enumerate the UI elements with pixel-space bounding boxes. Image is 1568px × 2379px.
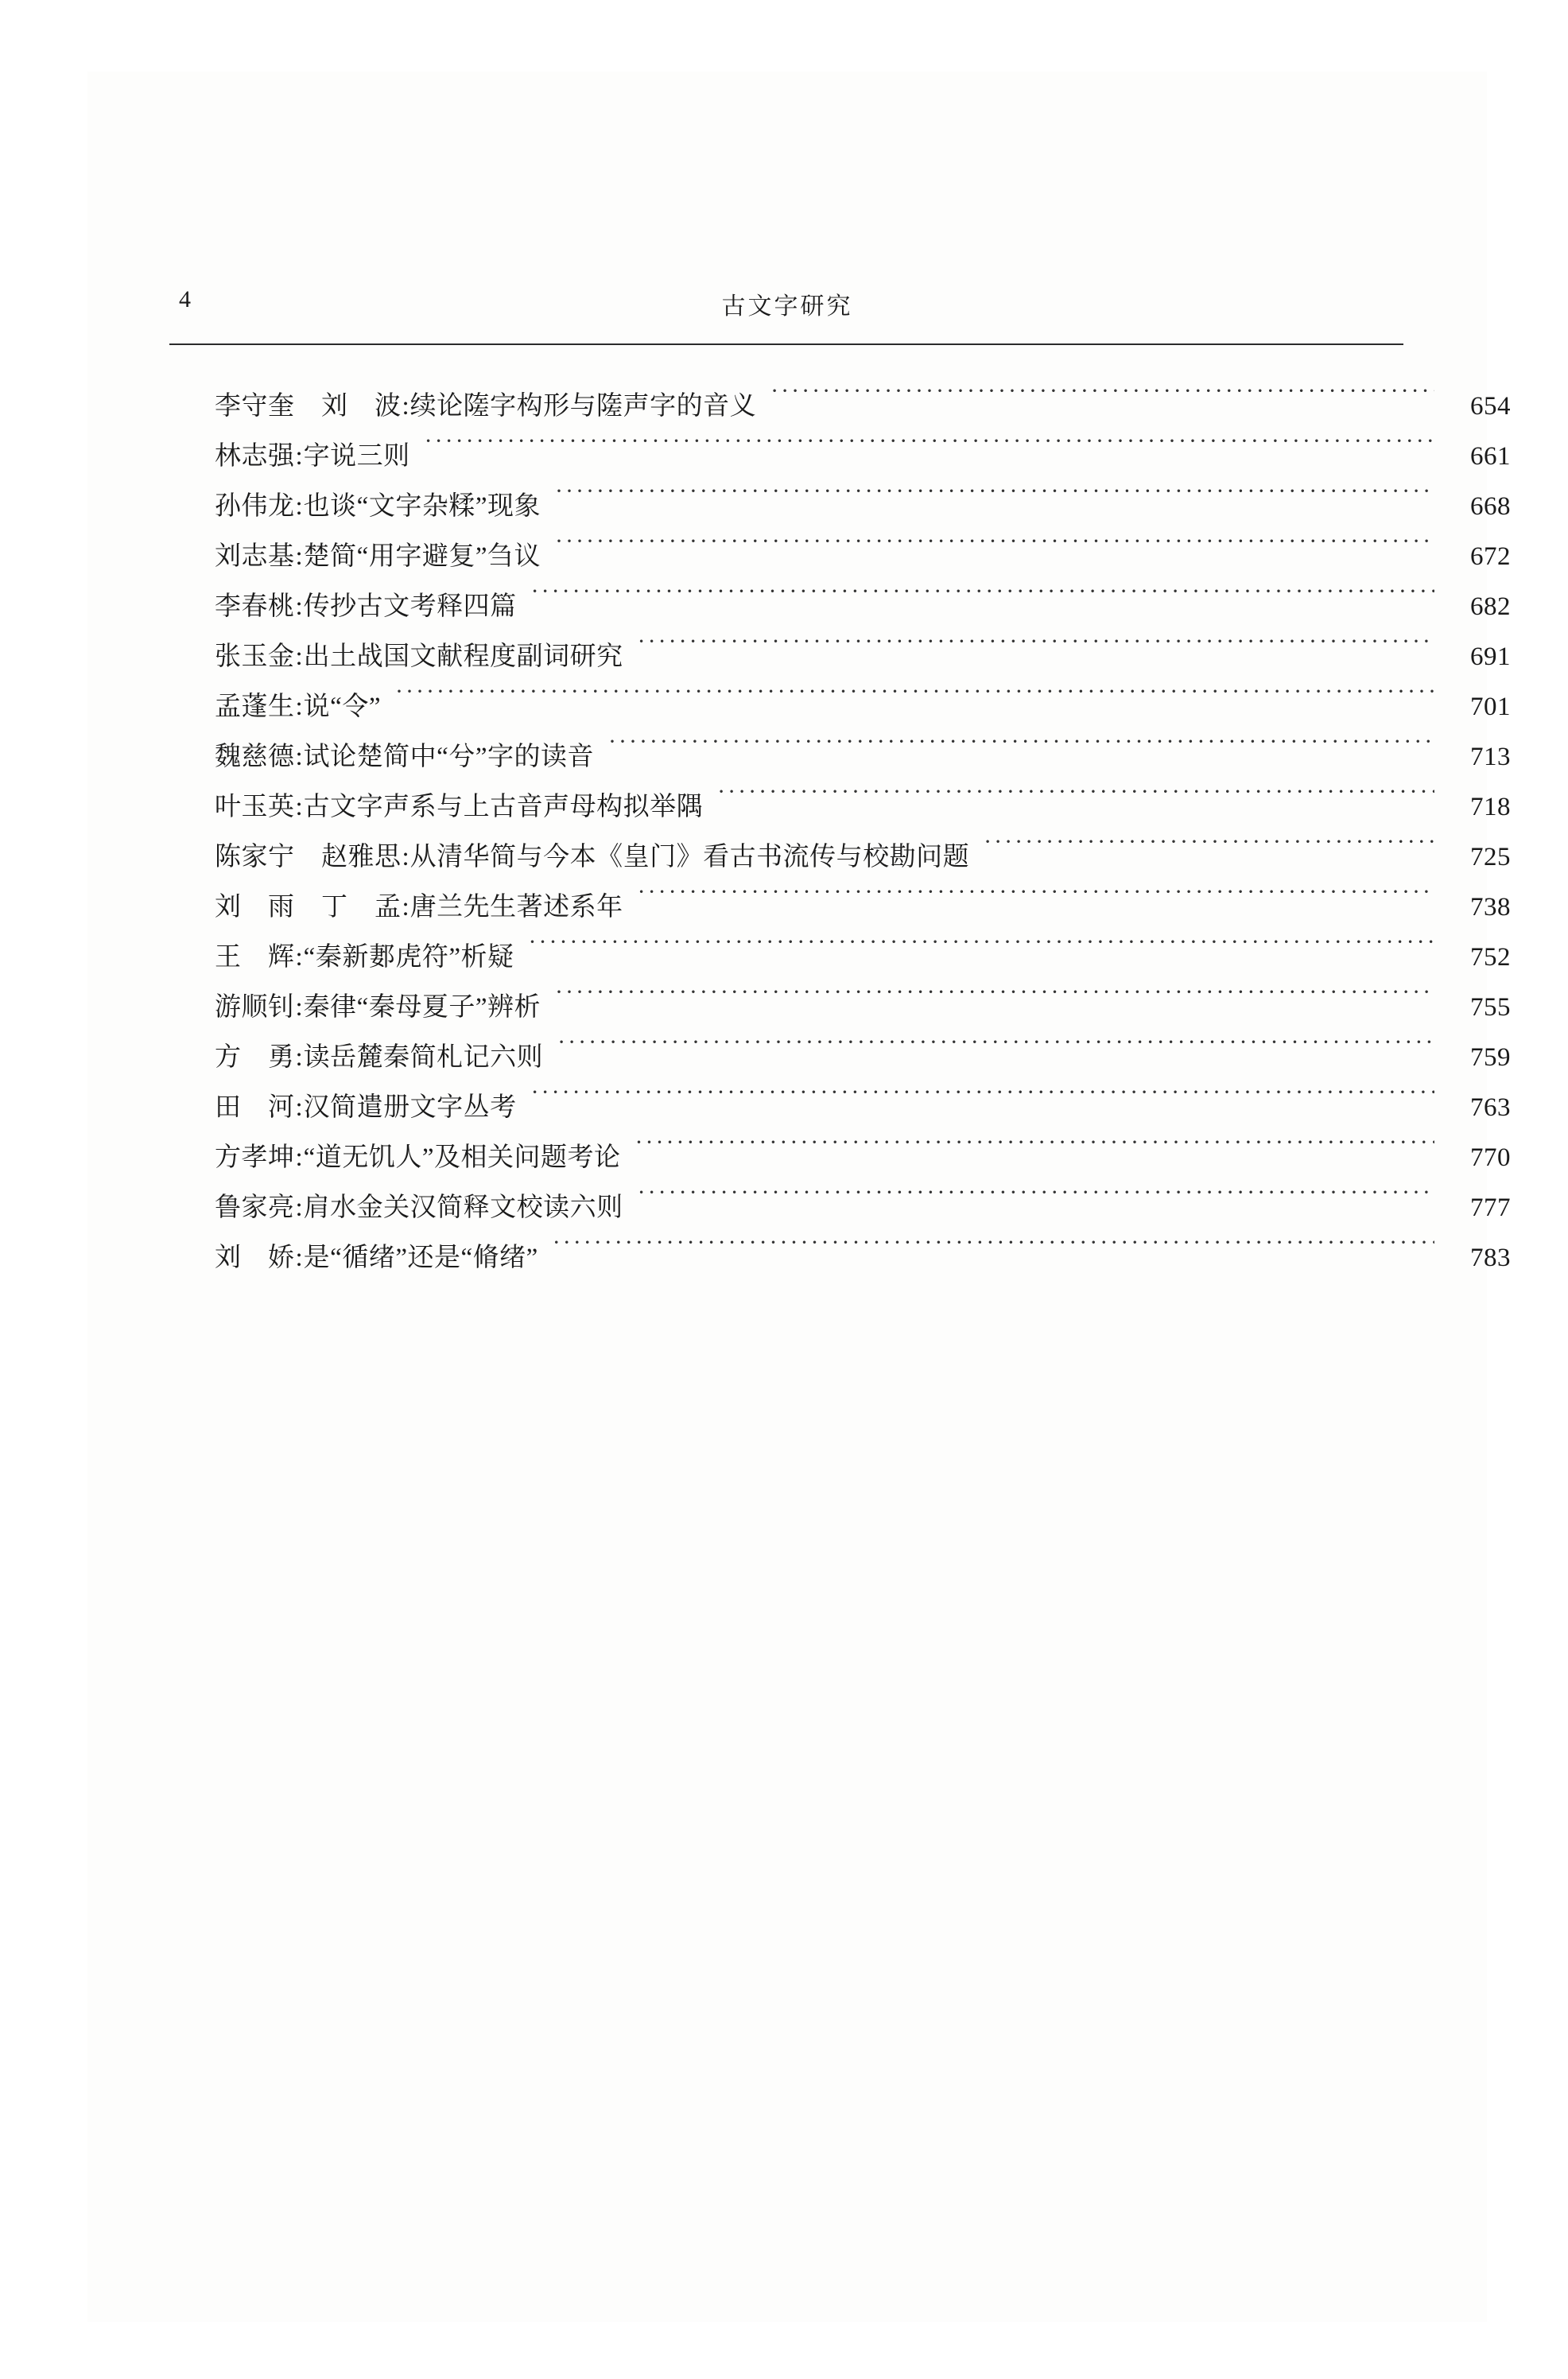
toc-entry[interactable]	[215, 1033, 1511, 1083]
toc-entry-separator: :	[295, 542, 303, 571]
toc-entry-page: 668	[1470, 492, 1511, 521]
toc-entry-page: 783	[1470, 1244, 1511, 1272]
toc-leader-dots	[555, 990, 1434, 1015]
toc-entry[interactable]	[215, 782, 1511, 832]
toc-leader-dots	[608, 739, 1434, 765]
toc-leader-dots	[531, 589, 1434, 615]
toc-entry-page: 725	[1470, 843, 1511, 871]
page-header	[179, 286, 1395, 334]
toc-entry-page: 763	[1470, 1093, 1511, 1122]
toc-entry-title: 汉简遣册文字丛考	[303, 1093, 517, 1122]
toc-entry-authors: 李守奎 刘 波	[215, 392, 402, 421]
toc-entry-separator: :	[295, 943, 303, 972]
toc-entry-title: 说“令”	[303, 693, 381, 721]
toc-entry-authors: 孙伟龙	[215, 492, 295, 521]
toc-entry[interactable]	[215, 682, 1511, 732]
toc-entry[interactable]	[215, 382, 1511, 432]
toc-leader-dots	[717, 790, 1434, 815]
toc-leader-dots	[557, 1040, 1434, 1065]
toc-entry-page: 701	[1470, 693, 1511, 721]
toc-leader-dots	[635, 1140, 1434, 1166]
toc-entry-page: 713	[1470, 743, 1511, 771]
toc-entry-title: 唐兰先生著述系年	[409, 893, 623, 922]
toc-entry-page: 654	[1470, 392, 1511, 421]
toc-entry-authors: 方孝坤	[215, 1143, 295, 1172]
toc-entry-separator: :	[295, 793, 303, 821]
toc-entry-page: 661	[1470, 442, 1511, 471]
toc-entry-page: 770	[1470, 1143, 1511, 1172]
toc-entry[interactable]	[215, 582, 1511, 632]
toc-entry[interactable]	[215, 1133, 1511, 1183]
toc-entry[interactable]	[215, 432, 1511, 482]
folio-number: 4	[179, 286, 192, 312]
toc-entry[interactable]	[215, 1233, 1511, 1283]
toc-entry-separator: :	[295, 693, 303, 721]
toc-entry-separator: :	[295, 743, 303, 771]
toc-entry-separator: :	[295, 1244, 303, 1272]
toc-leader-dots	[638, 890, 1434, 915]
toc-entry-page: 777	[1470, 1193, 1511, 1222]
table-of-contents	[215, 382, 1511, 1283]
toc-entry-title: 秦律“秦母夏子”辨析	[303, 993, 541, 1022]
toc-entry-title: “秦新郪虎符”析疑	[303, 943, 514, 972]
toc-entry-authors: 刘 娇	[215, 1244, 295, 1272]
toc-entry[interactable]	[215, 933, 1511, 983]
toc-leader-dots	[638, 1190, 1434, 1216]
toc-entry-title: 读岳麓秦简札记六则	[303, 1043, 544, 1072]
toc-entry-separator: :	[295, 442, 303, 471]
toc-entry-page: 738	[1470, 893, 1511, 922]
toc-entry-page: 752	[1470, 943, 1511, 972]
toc-entry-title: 也谈“文字杂糅”现象	[303, 492, 541, 521]
toc-entry-page: 672	[1470, 542, 1511, 571]
toc-entry-title: 楚简“用字避复”刍议	[303, 542, 541, 571]
toc-entry-title: 古文字声系与上古音声母构拟举隅	[303, 793, 704, 821]
toc-entry[interactable]	[215, 532, 1511, 582]
toc-entry[interactable]	[215, 632, 1511, 682]
toc-leader-dots	[531, 1090, 1434, 1116]
toc-entry[interactable]	[215, 983, 1511, 1033]
toc-entry-title: 肩水金关汉简释文校读六则	[303, 1193, 623, 1222]
toc-entry[interactable]	[215, 482, 1511, 532]
toc-entry-title: “道无饥人”及相关问题考论	[303, 1143, 621, 1172]
toc-entry-page: 691	[1470, 642, 1511, 671]
toc-leader-dots	[395, 689, 1434, 715]
toc-entry-page: 718	[1470, 793, 1511, 821]
toc-entry-authors: 李春桃	[215, 592, 295, 621]
toc-leader-dots	[528, 940, 1434, 965]
toc-entry-title: 续论隓字构形与隓声字的音义	[409, 392, 757, 421]
toc-leader-dots	[638, 639, 1434, 665]
toc-entry-authors: 王 辉	[215, 943, 295, 972]
toc-leader-dots	[555, 489, 1434, 514]
header-rule	[169, 343, 1403, 345]
toc-entry-authors: 刘 雨 丁 孟	[215, 893, 402, 922]
toc-entry-page: 682	[1470, 592, 1511, 621]
toc-entry-authors: 林志强	[215, 442, 295, 471]
toc-entry-separator: :	[295, 993, 303, 1022]
toc-entry-authors: 张玉金	[215, 642, 295, 671]
toc-leader-dots	[984, 840, 1434, 865]
toc-entry-title: 试论楚简中“兮”字的读音	[303, 743, 594, 771]
toc-entry-authors: 魏慈德	[215, 743, 295, 771]
toc-entry-authors: 刘志基	[215, 542, 295, 571]
toc-leader-dots	[553, 1240, 1434, 1266]
toc-entry[interactable]	[215, 1183, 1511, 1233]
toc-entry-separator: :	[295, 1093, 303, 1122]
toc-entry-separator: :	[402, 392, 409, 421]
toc-entry-title: 传抄古文考释四篇	[303, 592, 517, 621]
toc-entry-separator: :	[295, 1143, 303, 1172]
toc-entry-separator: :	[295, 642, 303, 671]
toc-entry-title: 从清华简与今本《皇门》看古书流传与校勘问题	[409, 843, 970, 871]
toc-entry-title: 出土战国文献程度副词研究	[303, 642, 623, 671]
toc-entry-authors: 田 河	[215, 1093, 295, 1122]
toc-entry-title: 是“循绪”还是“脩绪”	[303, 1244, 538, 1272]
toc-entry-page: 759	[1470, 1043, 1511, 1072]
toc-entry-authors: 孟蓬生	[215, 693, 295, 721]
toc-entry-authors: 鲁家亮	[215, 1193, 295, 1222]
toc-entry-separator: :	[295, 1193, 303, 1222]
toc-entry-separator: :	[295, 592, 303, 621]
toc-entry-separator: :	[295, 492, 303, 521]
toc-leader-dots	[770, 389, 1434, 414]
running-title: 古文字研究	[721, 293, 853, 320]
toc-leader-dots	[555, 539, 1434, 565]
toc-entry-authors: 叶玉英	[215, 793, 295, 821]
toc-entry-authors: 游顺钊	[215, 993, 295, 1022]
toc-entry-authors: 陈家宁 赵雅思	[215, 843, 402, 871]
toc-entry[interactable]	[215, 832, 1511, 883]
toc-entry-separator: :	[402, 843, 409, 871]
toc-entry-separator: :	[402, 893, 409, 922]
toc-entry-page: 755	[1470, 993, 1511, 1022]
toc-leader-dots	[425, 439, 1434, 464]
toc-entry-separator: :	[295, 1043, 303, 1072]
toc-entry-authors: 方 勇	[215, 1043, 295, 1072]
toc-entry[interactable]	[215, 883, 1511, 933]
toc-entry[interactable]	[215, 1083, 1511, 1133]
toc-entry[interactable]	[215, 732, 1511, 782]
toc-entry-title: 字说三则	[303, 442, 410, 471]
